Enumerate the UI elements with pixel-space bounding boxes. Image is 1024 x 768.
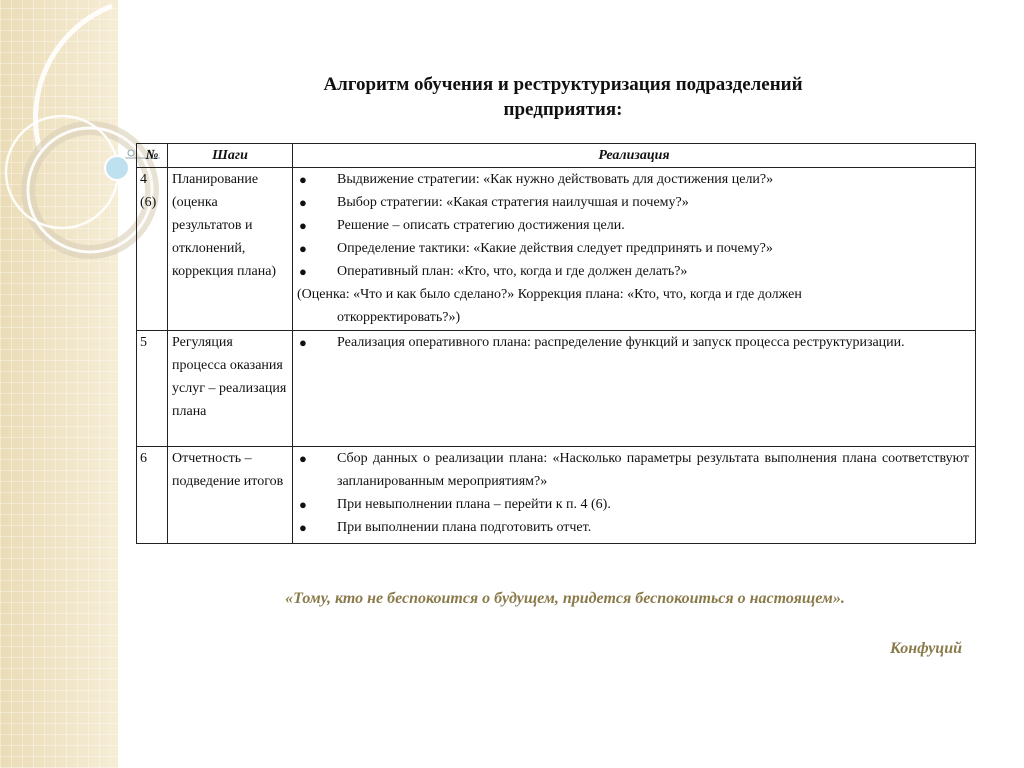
quote-author: Конфуций — [890, 640, 962, 657]
bullet-icon: ● — [299, 335, 307, 350]
list-item — [297, 331, 969, 354]
bullet-list — [297, 168, 969, 283]
table-row — [137, 447, 976, 544]
bullet-icon: ● — [299, 218, 307, 233]
row-number: 6 — [137, 447, 168, 544]
list-item — [297, 493, 969, 516]
list-item-text: Реализация оперативного плана: распределение функций и запуск процесса реструктуризации. — [337, 335, 905, 350]
table-row — [137, 331, 976, 447]
slide-title — [140, 72, 986, 122]
evaluation-note-line-1: (Оценка: «Что и как было сделано?» Коррекция плана: «Кто, что, когда и где должен — [297, 287, 802, 302]
quote-text: «Тому, кто не беспокоится о будущем, придется беспокоиться о настоящем». — [285, 590, 845, 607]
bullet-list — [297, 331, 969, 354]
list-item-text: Определение тактики: «Какие действия следует предпринять и почему?» — [337, 241, 773, 256]
list-item-text: Сбор данных о реализации плана: «Насколько параметры результата выполнения плана соответствуют запланированным мероприятиям?» — [337, 451, 969, 489]
bullet-icon: ● — [299, 195, 307, 210]
bullet-icon: ● — [299, 520, 307, 535]
row-step: Регуляция процесса оказания услуг – реализация плана — [168, 331, 293, 447]
bullet-icon: ● — [299, 497, 307, 512]
row-implementation — [293, 331, 976, 447]
row-implementation — [293, 168, 976, 331]
list-item — [297, 516, 969, 539]
table-row — [137, 168, 976, 331]
slide-title-line-1: Алгоритм обучения и реструктуризация подразделений — [323, 74, 803, 95]
list-item — [297, 191, 969, 214]
row-step: Отчетность – подведение итогов — [168, 447, 293, 544]
bullet-list — [297, 447, 969, 539]
row-number: 5 — [137, 331, 168, 447]
list-item — [297, 447, 969, 493]
list-item — [297, 168, 969, 191]
small-dot-icon — [128, 150, 134, 156]
list-item — [297, 214, 969, 237]
slide-title-line-2: предприятия: — [503, 99, 623, 120]
bullet-icon: ● — [299, 241, 307, 256]
column-header-steps: Шаги — [168, 144, 293, 168]
list-item-text: При невыполнении плана – перейти к п. 4 (6). — [337, 497, 611, 512]
blue-dot-icon — [105, 156, 129, 180]
row-step: Планирование (оценка результатов и отклонений, коррекция плана) — [168, 168, 293, 331]
list-item-text: Решение – описать стратегию достижения цели. — [337, 218, 625, 233]
list-item-text: Выдвижение стратегии: «Как нужно действовать для достижения цели?» — [337, 172, 774, 187]
row-implementation — [293, 447, 976, 544]
bullet-icon: ● — [299, 264, 307, 279]
list-item-text: Выбор стратегии: «Какая стратегия наилучшая и почему?» — [337, 195, 689, 210]
evaluation-note-line-2: откорректировать?») — [337, 310, 461, 325]
table-header-row — [137, 144, 976, 168]
bullet-icon: ● — [299, 172, 307, 187]
evaluation-note — [297, 283, 969, 329]
list-item — [297, 237, 969, 260]
column-header-number: № — [137, 144, 168, 168]
list-item-text: При выполнении плана подготовить отчет. — [337, 520, 592, 535]
list-item-text: Оперативный план: «Кто, что, когда и где должен делать?» — [337, 264, 688, 279]
column-header-implementation: Реализация — [293, 144, 976, 168]
bullet-icon: ● — [299, 451, 307, 466]
list-item — [297, 260, 969, 283]
algorithm-table — [136, 143, 976, 544]
row-number: 4 (6) — [137, 168, 168, 331]
